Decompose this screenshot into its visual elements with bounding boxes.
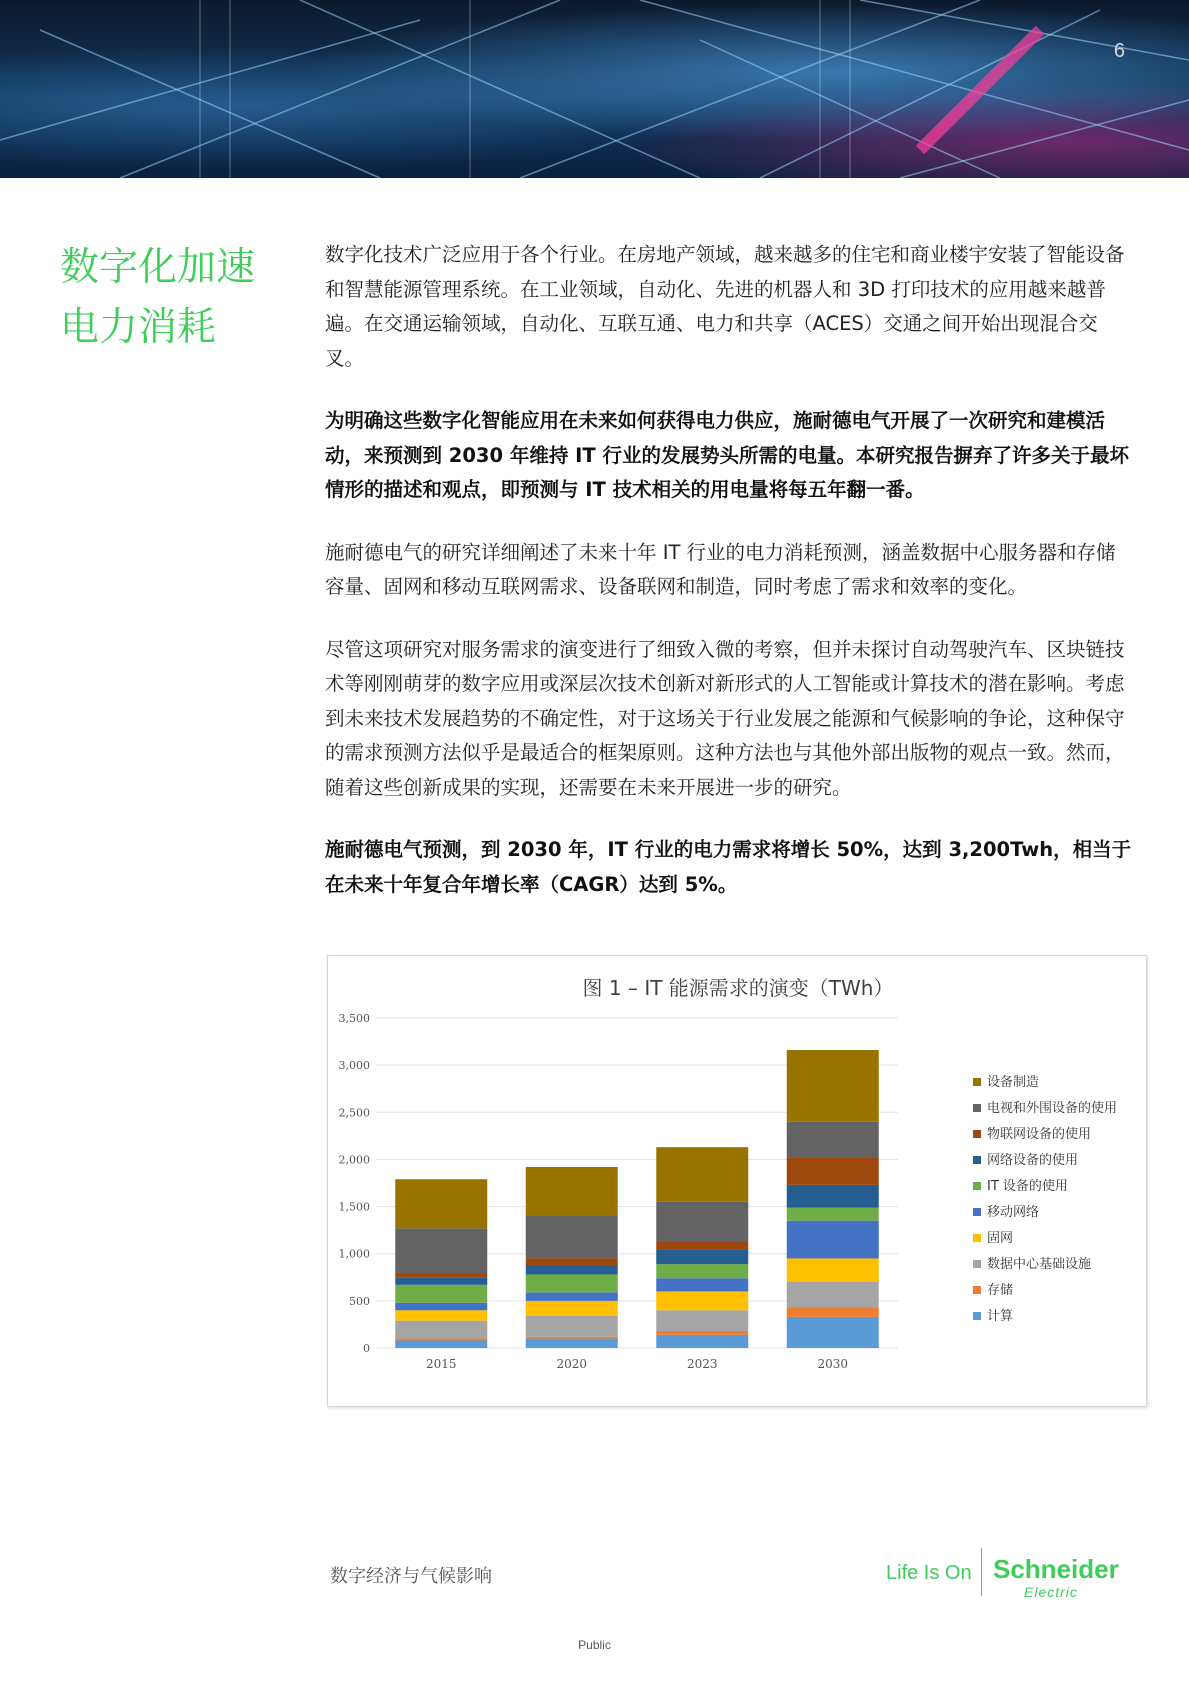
bar-segment [656, 1147, 748, 1202]
x-tick-label: 2015 [425, 1357, 457, 1371]
bar-segment [526, 1167, 618, 1216]
publication-title: 数字经济与气候影响 [330, 1566, 492, 1587]
y-tick-label: 1,000 [338, 1247, 370, 1261]
bar-segment [526, 1316, 618, 1337]
bar-segment [395, 1179, 487, 1228]
bar-segment [395, 1277, 487, 1285]
network-lines-graphic [0, 0, 1189, 178]
paragraph-research: 施耐德电气的研究详细阐述了未来十年 IT 行业的电力消耗预测，涵盖数据中心服务器和存储容量、固网和移动互联网需求、设备联网和制造，同时考虑了需求和效率的变化。 [325, 540, 1116, 598]
bar-segment [656, 1310, 748, 1331]
legend-label: 移动网络 [987, 1205, 1040, 1220]
bar-segment [787, 1282, 879, 1307]
x-tick-label: 2030 [817, 1357, 849, 1371]
legend-swatch [973, 1312, 981, 1320]
legend-swatch [973, 1130, 981, 1138]
x-tick-label: 2020 [556, 1357, 588, 1371]
bar-segment [787, 1258, 879, 1282]
bar-segment [787, 1208, 879, 1221]
bar-segment [787, 1158, 879, 1185]
y-tick-label: 2,500 [338, 1106, 370, 1120]
section-title [60, 238, 300, 358]
bar-segment [656, 1331, 748, 1335]
paragraph-highlight: 为明确这些数字化智能应用在未来如何获得电力供应，施耐德电气开展了一次研究和建模活动，来预测到 2030 年维持 IT 行业的发展势头所需的电量。本研究报告摒弃了许多关于最坏情形的描述和观点，即预测与 IT 技术相关的用电量将每五年翻一番。 [325, 409, 1129, 501]
legend-label: 电视和外围设备的使用 [987, 1101, 1118, 1116]
paragraph-forecast: 施耐德电气预测，到 2030 年，IT 行业的电力需求将增长 50%，达到 3,200Twh，相当于在未来十年复合年增长率（CAGR）达到 5%。 [325, 838, 1132, 896]
bar-segment [526, 1292, 618, 1300]
y-tick-label: 500 [349, 1294, 370, 1308]
bar-segment [787, 1307, 879, 1316]
classification-label: Public [578, 1638, 611, 1652]
bar-segment [395, 1340, 487, 1348]
bar-segment [787, 1122, 879, 1158]
chart-figure [327, 955, 1147, 1407]
section-title-line2: 电力消耗 [60, 305, 217, 350]
y-tick-label: 3,000 [338, 1059, 370, 1073]
bar-segment [656, 1202, 748, 1242]
bar-segment [656, 1335, 748, 1348]
header-banner [0, 0, 1189, 178]
bar-segment [787, 1185, 879, 1208]
bar-segment [395, 1310, 487, 1320]
legend-swatch [973, 1286, 981, 1294]
life-is-on-tagline: Life Is On [886, 1562, 972, 1584]
y-tick-label: 2,000 [338, 1153, 370, 1167]
schneider-logo: Schneider [993, 1554, 1119, 1584]
bar-segment [656, 1250, 748, 1264]
paragraph-limitations: 尽管这项研究对服务需求的演变进行了细致入微的考察，但并未探讨自动驾驶汽车、区块链技术等刚刚萌芽的数字应用或深层次技术创新对新形式的人工智能或计算技术的潜在影响。考虑到未来技术发展趋势的不确定性，对于这场关于行业发展之能源和气候影响的争论，这种保守的需求预测方法似乎是最适合的框架原则。这种方法也与其他外部出版物的观点一致。然而，随着这些创新成果的实现，还需要在未来开展进一步的研究。 [325, 637, 1125, 799]
schneider-logo-sub: Electric [1024, 1584, 1078, 1600]
bar-segment [526, 1274, 618, 1292]
legend-label: 存储 [987, 1283, 1014, 1298]
bar-segment [395, 1228, 487, 1273]
bar-segment [395, 1321, 487, 1339]
legend-label: IT 设备的使用 [987, 1179, 1068, 1194]
footer-divider [981, 1548, 982, 1596]
legend-swatch [973, 1260, 981, 1268]
y-tick-label: 0 [363, 1342, 370, 1355]
page-number: 6 [1113, 40, 1125, 62]
bar-segment [526, 1258, 618, 1265]
legend-swatch [973, 1234, 981, 1242]
legend-swatch [973, 1104, 981, 1112]
legend-label: 数据中心基础设施 [987, 1257, 1092, 1272]
legend-swatch [973, 1078, 981, 1086]
bar-segment [787, 1221, 879, 1259]
bar-segment [656, 1241, 748, 1249]
y-tick-label: 3,500 [338, 1012, 370, 1025]
bar-segment [526, 1339, 618, 1348]
legend-swatch [973, 1208, 981, 1216]
body-text [325, 238, 1135, 930]
bar-segment [526, 1265, 618, 1274]
x-tick-label: 2023 [686, 1357, 718, 1371]
y-tick-label: 1,500 [338, 1200, 370, 1214]
bar-segment [526, 1216, 618, 1258]
chart-title: 图 1 – IT 能源需求的演变（TWh） [582, 976, 894, 1000]
legend-label: 计算 [987, 1309, 1014, 1324]
bar-segment [656, 1264, 748, 1278]
bar-segment [395, 1285, 487, 1303]
stacked-bar-chart [328, 956, 1146, 1406]
legend-label: 网络设备的使用 [987, 1153, 1079, 1168]
bar-segment [526, 1301, 618, 1316]
legend-label: 固网 [987, 1231, 1014, 1246]
section-title-line1: 数字化加速 [60, 245, 256, 290]
bar-segment [395, 1274, 487, 1278]
bar-segment [395, 1303, 487, 1311]
legend-swatch [973, 1156, 981, 1164]
legend-label: 物联网设备的使用 [987, 1127, 1092, 1142]
legend-swatch [973, 1182, 981, 1190]
bar-segment [395, 1339, 487, 1341]
bar-segment [787, 1050, 879, 1122]
bar-segment [787, 1317, 879, 1348]
bar-segment [526, 1337, 618, 1339]
bar-segment [656, 1291, 748, 1310]
legend-label: 设备制造 [987, 1075, 1040, 1090]
paragraph-intro: 数字化技术广泛应用于各个行业。在房地产领域，越来越多的住宅和商业楼宇安装了智能设备和智慧能源管理系统。在工业领域，自动化、先进的机器人和 3D 打印技术的应用越来越普遍。在交通运输领域，自动化、互联互通、电力和共享（ACES）交通之间开始出现混合交叉。 [325, 243, 1125, 370]
bar-segment [656, 1278, 748, 1291]
